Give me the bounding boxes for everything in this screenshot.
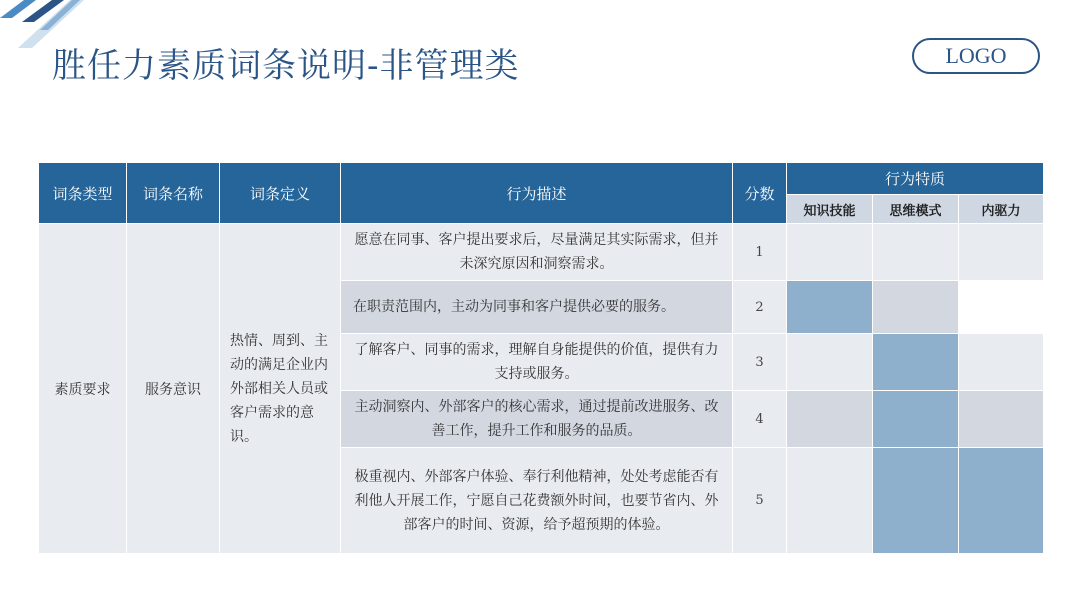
behavior-description: 了解客户、同事的需求，理解自身能提供的价值，提供有力支持或服务。	[341, 334, 733, 391]
trait-knowledge-header: 知识技能	[787, 195, 873, 224]
entry-name: 服务意识	[127, 224, 220, 554]
trait-cell	[873, 224, 959, 281]
trait-drive-header: 内驱力	[959, 195, 1044, 224]
trait-cell	[787, 334, 873, 391]
header-traits: 行为特质	[787, 163, 1044, 195]
trait-cell	[959, 281, 1044, 334]
competency-table	[38, 162, 1044, 554]
behavior-description: 主动洞察内、外部客户的核心需求，通过提前改进服务、改善工作，提升工作和服务的品质。	[341, 391, 733, 448]
header-behavior: 行为描述	[341, 163, 733, 224]
trait-thinking-header: 思维模式	[873, 195, 959, 224]
score-value: 2	[733, 281, 787, 334]
header-type: 词条类型	[39, 163, 127, 224]
behavior-description: 愿意在同事、客户提出要求后，尽量满足其实际需求，但并未深究原因和洞察需求。	[341, 224, 733, 281]
header-definition: 词条定义	[220, 163, 341, 224]
score-value: 4	[733, 391, 787, 448]
trait-cell	[959, 334, 1044, 391]
trait-cell-highlighted	[873, 448, 959, 554]
trait-cell	[787, 448, 873, 554]
table-row	[39, 224, 1044, 281]
score-value: 5	[733, 448, 787, 554]
score-value: 3	[733, 334, 787, 391]
trait-cell	[959, 224, 1044, 281]
page-title: 胜任力素质词条说明-非管理类	[52, 46, 520, 86]
trait-cell	[787, 224, 873, 281]
trait-cell-highlighted	[959, 448, 1044, 554]
trait-cell	[873, 281, 959, 334]
score-value: 1	[733, 224, 787, 281]
trait-cell	[959, 391, 1044, 448]
entry-definition: 热情、周到、主动的满足企业内外部相关人员或客户需求的意识。	[220, 224, 341, 554]
header-name: 词条名称	[127, 163, 220, 224]
trait-cell-highlighted	[787, 281, 873, 334]
behavior-description: 在职责范围内，主动为同事和客户提供必要的服务。	[341, 281, 733, 334]
header-score: 分数	[733, 163, 787, 224]
trait-cell-highlighted	[873, 391, 959, 448]
trait-cell-highlighted	[873, 334, 959, 391]
behavior-description: 极重视内、外部客户体验、奉行利他精神，处处考虑能否有利他人开展工作，宁愿自己花费额外时间，也要节省内、外部客户的时间、资源，给予超预期的体验。	[341, 448, 733, 554]
trait-cell	[787, 391, 873, 448]
entry-type: 素质要求	[39, 224, 127, 554]
logo-badge: LOGO	[912, 38, 1040, 74]
